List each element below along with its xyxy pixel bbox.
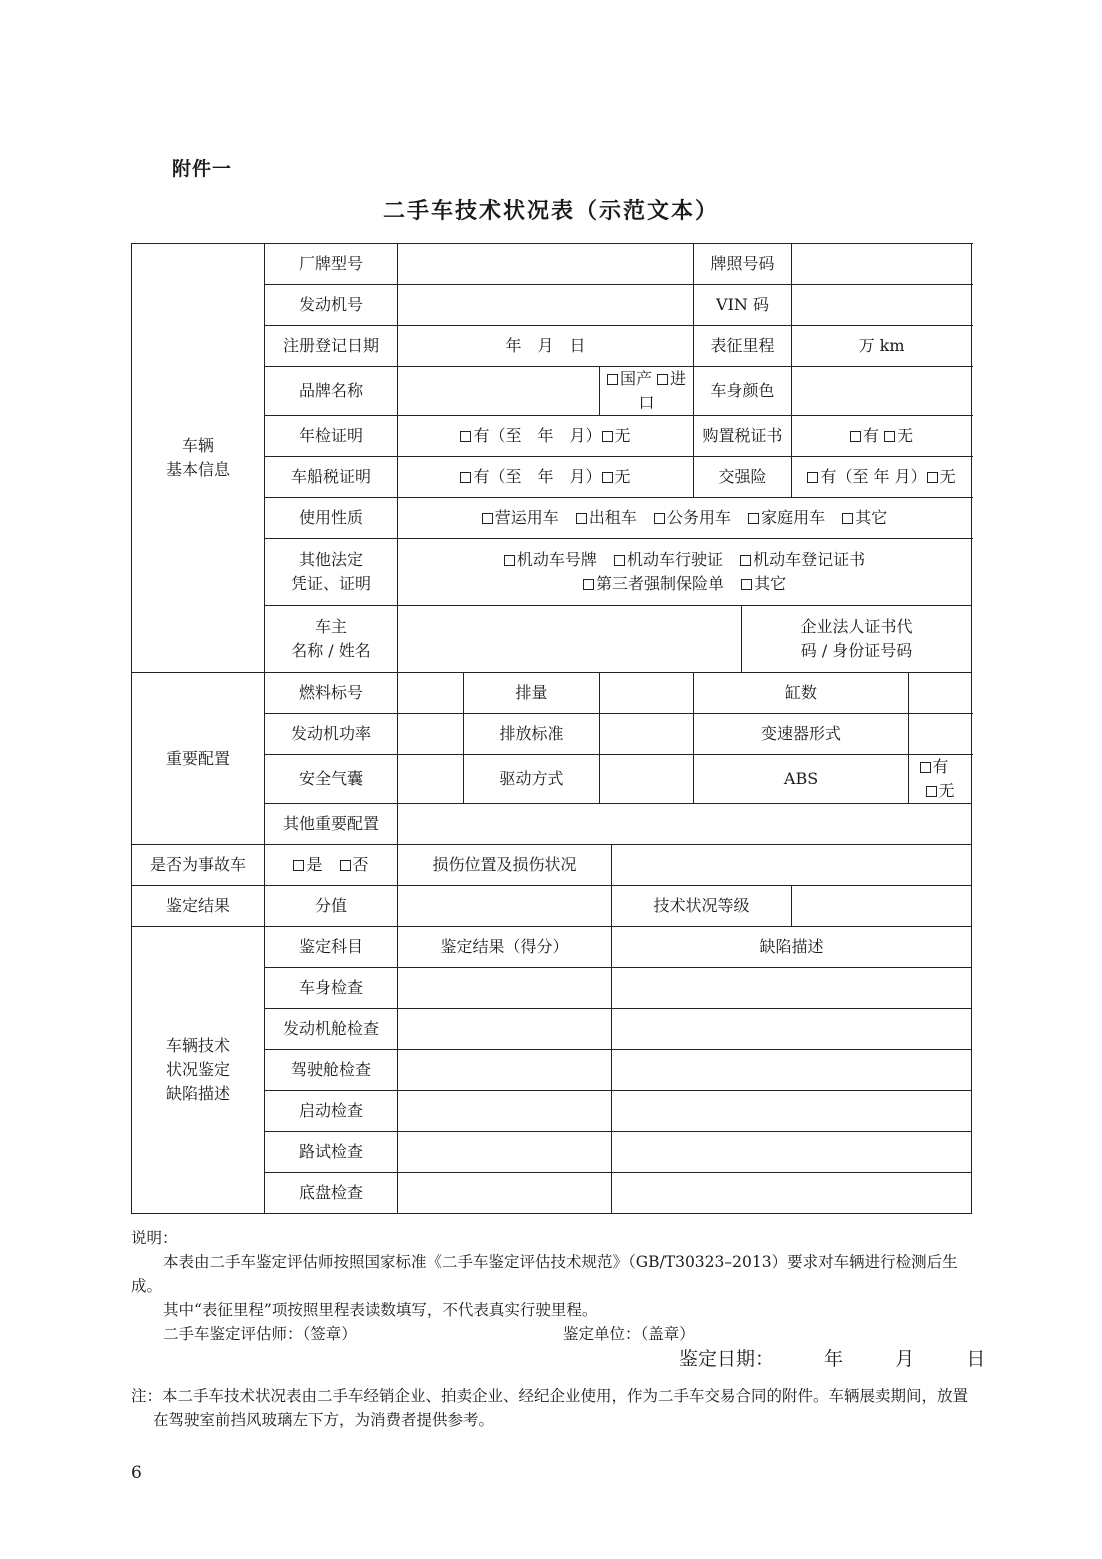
checkbox-domestic[interactable]: [607, 374, 618, 385]
label-purchase-tax: 购置税证书: [694, 416, 792, 457]
label-annual-inspection: 年检证明: [265, 416, 398, 457]
checkbox-accident-yes[interactable]: [293, 860, 304, 871]
annual-inspection-options: [398, 416, 694, 457]
label-transmission: 变速器形式: [694, 714, 909, 755]
option-doc-plate: 机动车号牌: [516, 550, 597, 569]
option-annual-none: 无: [614, 426, 631, 445]
label-engine-number: 发动机号: [265, 285, 398, 326]
label-plate-number: 牌照号码: [694, 244, 792, 285]
option-usage-other: 其它: [855, 508, 888, 527]
option-usage-commercial: 营运用车: [494, 508, 559, 527]
origin-options: [600, 367, 694, 416]
checkbox-doc-other[interactable]: [741, 579, 752, 590]
label-other-config: 其他重要配置: [265, 804, 398, 845]
label-owner: 车主 名称 / 姓名: [265, 606, 398, 673]
option-vessel-none: 无: [614, 467, 631, 486]
field-other-config[interactable]: [398, 804, 972, 845]
option-abs-none: 无: [938, 781, 955, 800]
option-doc-license: 机动车行驶证: [627, 550, 724, 569]
date-day: 日: [966, 1348, 986, 1370]
page-number: 6: [131, 1463, 142, 1483]
section-result: 鉴定结果: [132, 886, 265, 927]
field-mileage[interactable]: 万 km: [792, 326, 972, 367]
option-purchase-have: 有: [862, 426, 879, 445]
label-owner-id: 企业法人证书代 码 / 身份证号码: [742, 606, 972, 673]
checkbox-usage-taxi[interactable]: [576, 513, 587, 524]
vessel-tax-options: [398, 457, 694, 498]
label-emission: 排放标准: [464, 714, 600, 755]
section-accident: 是否为事故车: [132, 845, 265, 886]
label-compulsory-insurance: 交强险: [694, 457, 792, 498]
label-registration-date: 注册登记日期: [265, 326, 398, 367]
label-other-documents: 其他法定 凭证、证明: [265, 539, 398, 606]
header-subject: 鉴定科目: [265, 927, 398, 968]
field-cylinders[interactable]: [909, 673, 972, 714]
checkbox-usage-official[interactable]: [654, 513, 665, 524]
field-cabin-defect[interactable]: [612, 1050, 972, 1091]
option-usage-official: 公务用车: [667, 508, 732, 527]
purchase-tax-options: [792, 416, 972, 457]
row-label-body: 车身检查: [265, 968, 398, 1009]
option-usage-taxi: 出租车: [588, 508, 637, 527]
field-engine-bay-defect[interactable]: [612, 1009, 972, 1050]
option-doc-registration: 机动车登记证书: [753, 550, 866, 569]
field-registration-date[interactable]: 年 月 日: [398, 326, 694, 367]
checkbox-purchase-have[interactable]: [850, 431, 861, 442]
section-defects: 车辆技术 状况鉴定 缺陷描述: [132, 927, 265, 1214]
section-important-config: 重要配置: [132, 673, 265, 845]
checkbox-usage-other[interactable]: [842, 513, 853, 524]
checkbox-purchase-none[interactable]: [884, 431, 895, 442]
field-score[interactable]: [398, 886, 612, 927]
option-abs-have: 有: [932, 757, 949, 776]
label-grade: 技术状况等级: [612, 886, 792, 927]
label-displacement: 排量: [464, 673, 600, 714]
label-body-color: 车身颜色: [694, 367, 792, 416]
footnote-text: 注：本二手车技术状况表由二手车经销企业、拍卖企业、经纪企业使用，作为二手车交易合同的附件。车辆展卖期间，放置在驾驶室前挡风玻璃左下方，为消费者提供参考。: [131, 1387, 969, 1429]
label-fuel: 燃料标号: [265, 673, 398, 714]
field-plate-number[interactable]: [792, 244, 972, 285]
field-engine-number[interactable]: [398, 285, 694, 326]
checkbox-annual-have[interactable]: [460, 431, 471, 442]
checkbox-vessel-have[interactable]: [460, 472, 471, 483]
label-mileage: 表征里程: [694, 326, 792, 367]
checkbox-abs-have[interactable]: [920, 762, 931, 773]
date-label: 鉴定日期：: [679, 1348, 775, 1370]
option-doc-third-party: 第三者强制保险单: [595, 574, 724, 593]
label-vin: VIN 码: [694, 285, 792, 326]
row-label-road-test: 路试检查: [265, 1132, 398, 1173]
field-brand-name[interactable]: [398, 367, 600, 416]
date-month: 月: [895, 1348, 915, 1370]
field-chassis-score[interactable]: [398, 1173, 612, 1214]
field-displacement[interactable]: [600, 673, 694, 714]
label-cylinders: 缸数: [694, 673, 909, 714]
option-purchase-none: 无: [897, 426, 914, 445]
checkbox-doc-registration[interactable]: [740, 555, 751, 566]
checkbox-insurance-have[interactable]: [807, 472, 818, 483]
option-import: 进口: [638, 369, 687, 412]
field-engine-bay-score[interactable]: [398, 1009, 612, 1050]
annex-label: 附件一: [172, 158, 233, 180]
notes-paragraph-2: 其中“表征里程”项按照里程表读数填写，不代表真实行驶里程。: [163, 1301, 598, 1319]
row-label-engine-bay: 发动机舱检查: [265, 1009, 398, 1050]
accident-options: [265, 845, 398, 886]
label-damage: 损伤位置及损伤状况: [398, 845, 612, 886]
footnote: [131, 1384, 976, 1432]
label-airbag: 安全气囊: [265, 755, 398, 804]
date-year: 年: [824, 1348, 844, 1370]
label-brand-model: 厂牌型号: [265, 244, 398, 285]
notes-section: [131, 1226, 976, 1346]
checkbox-doc-third-party[interactable]: [583, 579, 594, 590]
option-vessel-have: 有（至 年 月）: [473, 467, 602, 486]
label-usage: 使用性质: [265, 498, 398, 539]
unit-seal-label: 鉴定单位：（盖章）: [563, 1325, 695, 1343]
compulsory-insurance-options: [792, 457, 972, 498]
checkbox-abs-none[interactable]: [926, 786, 937, 797]
option-domestic: 国产: [619, 369, 652, 388]
label-vessel-tax: 车船税证明: [265, 457, 398, 498]
field-body-score[interactable]: [398, 968, 612, 1009]
notes-paragraph-1: 本表由二手车鉴定评估师按照国家标准《二手车鉴定评估技术规范》（GB/T30323–2013）要求对车辆进行检测后生成。: [131, 1253, 958, 1295]
option-insurance-have: 有（至 年 月）: [820, 467, 927, 486]
label-abs: ABS: [694, 755, 909, 804]
option-annual-have: 有（至 年 月）: [473, 426, 602, 445]
row-label-start: 启动检查: [265, 1091, 398, 1132]
checkbox-usage-family[interactable]: [748, 513, 759, 524]
field-road-test-score[interactable]: [398, 1132, 612, 1173]
label-score: 分值: [265, 886, 398, 927]
checkbox-import[interactable]: [657, 374, 668, 385]
checkbox-accident-no[interactable]: [340, 860, 351, 871]
section-basic-info: 车辆 基本信息: [132, 244, 265, 673]
field-engine-power[interactable]: [398, 714, 464, 755]
checkbox-insurance-none[interactable]: [927, 472, 938, 483]
notes-heading: 说明：: [131, 1229, 178, 1247]
appraisal-date: [679, 1344, 985, 1371]
field-owner[interactable]: [398, 606, 742, 673]
checkbox-annual-none[interactable]: [602, 431, 613, 442]
other-documents-options: [398, 539, 972, 606]
field-body-defect[interactable]: [612, 968, 972, 1009]
checkbox-vessel-none[interactable]: [602, 472, 613, 483]
header-defect-description: 缺陷描述: [612, 927, 972, 968]
field-body-color[interactable]: [792, 367, 972, 416]
field-road-test-defect[interactable]: [612, 1132, 972, 1173]
field-chassis-defect[interactable]: [612, 1173, 972, 1214]
appraiser-signature-label: 二手车鉴定评估师：（签章）: [163, 1325, 357, 1343]
field-emission[interactable]: [600, 714, 694, 755]
option-doc-other: 其它: [754, 574, 787, 593]
page-title: 二手车技术状况表（示范文本）: [382, 199, 719, 224]
field-start-defect[interactable]: [612, 1091, 972, 1132]
field-transmission[interactable]: [909, 714, 972, 755]
option-accident-no: 否: [352, 855, 369, 874]
field-grade[interactable]: [792, 886, 972, 927]
field-damage[interactable]: [612, 845, 972, 886]
abs-options: [909, 755, 972, 804]
field-fuel[interactable]: [398, 673, 464, 714]
checkbox-doc-license[interactable]: [614, 555, 625, 566]
checkbox-usage-commercial[interactable]: [482, 513, 493, 524]
option-insurance-none: 无: [939, 467, 956, 486]
field-drive[interactable]: [600, 755, 694, 804]
field-vin[interactable]: [792, 285, 972, 326]
row-label-cabin: 驾驶舱检查: [265, 1050, 398, 1091]
field-airbag[interactable]: [398, 755, 464, 804]
field-start-score[interactable]: [398, 1091, 612, 1132]
checkbox-doc-plate[interactable]: [504, 555, 515, 566]
option-usage-family: 家庭用车: [761, 508, 826, 527]
label-drive: 驱动方式: [464, 755, 600, 804]
vehicle-condition-table: [131, 243, 972, 1214]
field-cabin-score[interactable]: [398, 1050, 612, 1091]
header-result-score: 鉴定结果（得分）: [398, 927, 612, 968]
field-brand-model[interactable]: [398, 244, 694, 285]
option-accident-yes: 是: [306, 855, 323, 874]
row-label-chassis: 底盘检查: [265, 1173, 398, 1214]
label-engine-power: 发动机功率: [265, 714, 398, 755]
usage-options: [398, 498, 972, 539]
label-brand-name: 品牌名称: [265, 367, 398, 416]
